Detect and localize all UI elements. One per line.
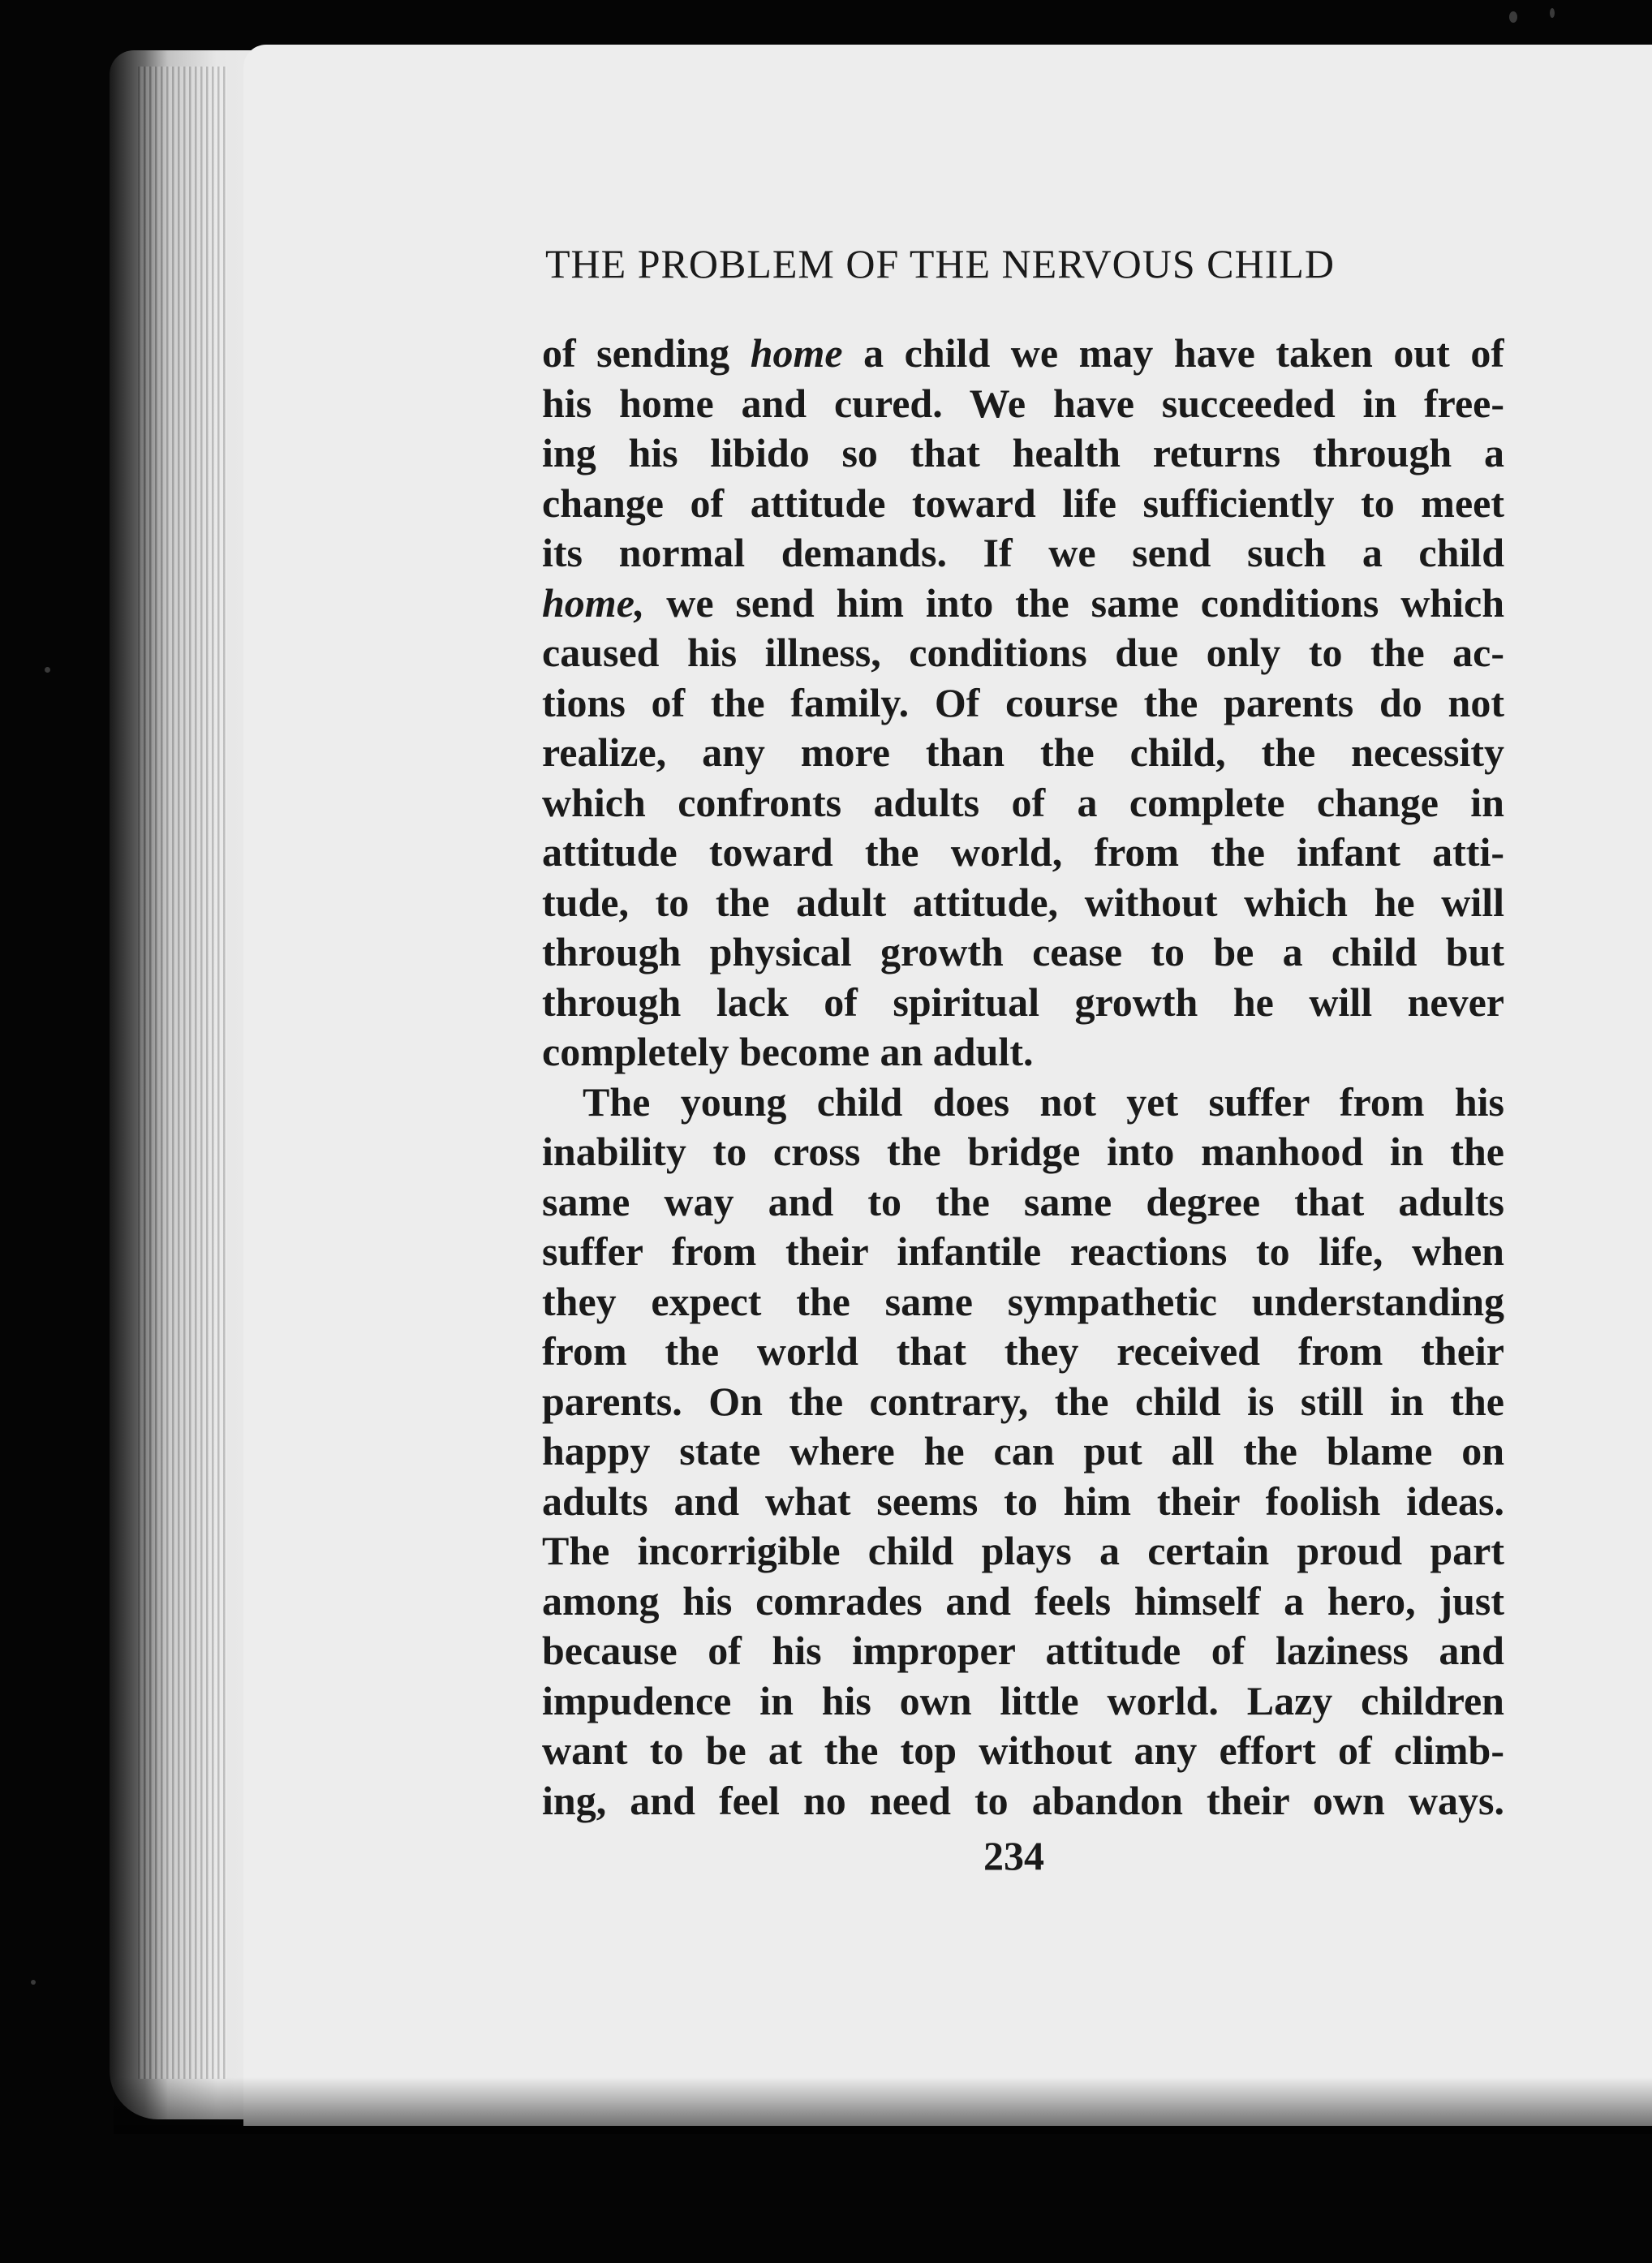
scan-speck [1509,11,1517,23]
text-run: of sending [542,330,751,376]
text-run: realize, any more than the child, the necessity [542,729,1504,775]
text-line: parents. On the contrary, the child is still in the [542,1378,1504,1424]
text-run: tude, to the adult attitude, without which he will [542,879,1504,925]
body-text [542,329,1504,1826]
text-line: want to be at the top without any effort of climb- [542,1727,1504,1773]
text-line: from the world that they received from their [542,1328,1504,1374]
text-run: a child we may have taken out of [842,330,1504,376]
text-line [542,878,1504,928]
text-line [542,927,1504,978]
text-run: attitude toward the world, from the infant atti- [542,829,1504,875]
text-run: ing his libido so that health returns through a [542,430,1504,475]
italic-text-run: home [750,330,843,376]
text-line: ing, and feel no need to abandon their own ways. [542,1777,1504,1823]
text-line: because of his improper attitude of laziness and [542,1628,1504,1673]
text-run: we send him into the same conditions which [644,579,1504,626]
paragraph-2 [542,1078,1504,1826]
italic-text-run: home, [542,579,645,626]
page-number: 234 [983,1833,1044,1878]
text-line [542,678,1504,729]
text-line: The young child does not yet suffer from his [583,1078,1504,1125]
text-line [542,479,1504,529]
text-run: his home and cured. We have succeeded in free- [542,380,1504,426]
text-line [542,628,1504,678]
text-line [542,828,1504,878]
running-head: THE PROBLEM OF THE NERVOUS CHILD [545,241,1335,286]
text-line: suffer from their infantile reactions to life, when [542,1228,1504,1274]
scan-speck [1550,8,1555,18]
text-line: among his comrades and feels himself a hero, just [542,1577,1504,1624]
text-line: The incorrigible child plays a certain proud part [542,1528,1504,1573]
text-run: completely become an adult. [542,1029,1034,1074]
text-line [542,1027,1504,1078]
text-line [542,778,1504,828]
text-line [542,379,1504,429]
text-line: adults and what seems to him their foolish ideas. [542,1478,1504,1524]
text-run: its normal demands. If we send such a child [542,530,1504,575]
text-run: change of attitude toward life sufficiently to meet [542,480,1504,526]
text-line [542,329,1504,379]
text-line [542,728,1504,778]
scan-speck [45,667,50,673]
text-run: which confronts adults of a complete change in [542,779,1504,825]
text-run: caused his illness, conditions due only to the ac- [542,630,1504,675]
text-line: impudence in his own little world. Lazy children [542,1677,1504,1723]
text-line: inability to cross the bridge into manhood in the [542,1129,1504,1174]
text-line [542,978,1504,1028]
page-bottom-shadow [114,2077,1652,2134]
paragraph-1 [542,329,1504,1078]
text-run: through physical growth cease to be a child but [542,929,1504,974]
text-line: same way and to the same degree that adults [542,1178,1504,1224]
text-line [542,428,1504,479]
text-run: through lack of spiritual growth he will never [542,979,1504,1025]
scan-speck [31,1980,36,1985]
text-run: tions of the family. Of course the parents do not [542,679,1504,725]
text-line [542,528,1504,579]
text-line [542,579,1504,629]
text-line: they expect the same sympathetic understanding [542,1278,1504,1324]
text-line: happy state where he can put all the blame on [542,1428,1504,1474]
